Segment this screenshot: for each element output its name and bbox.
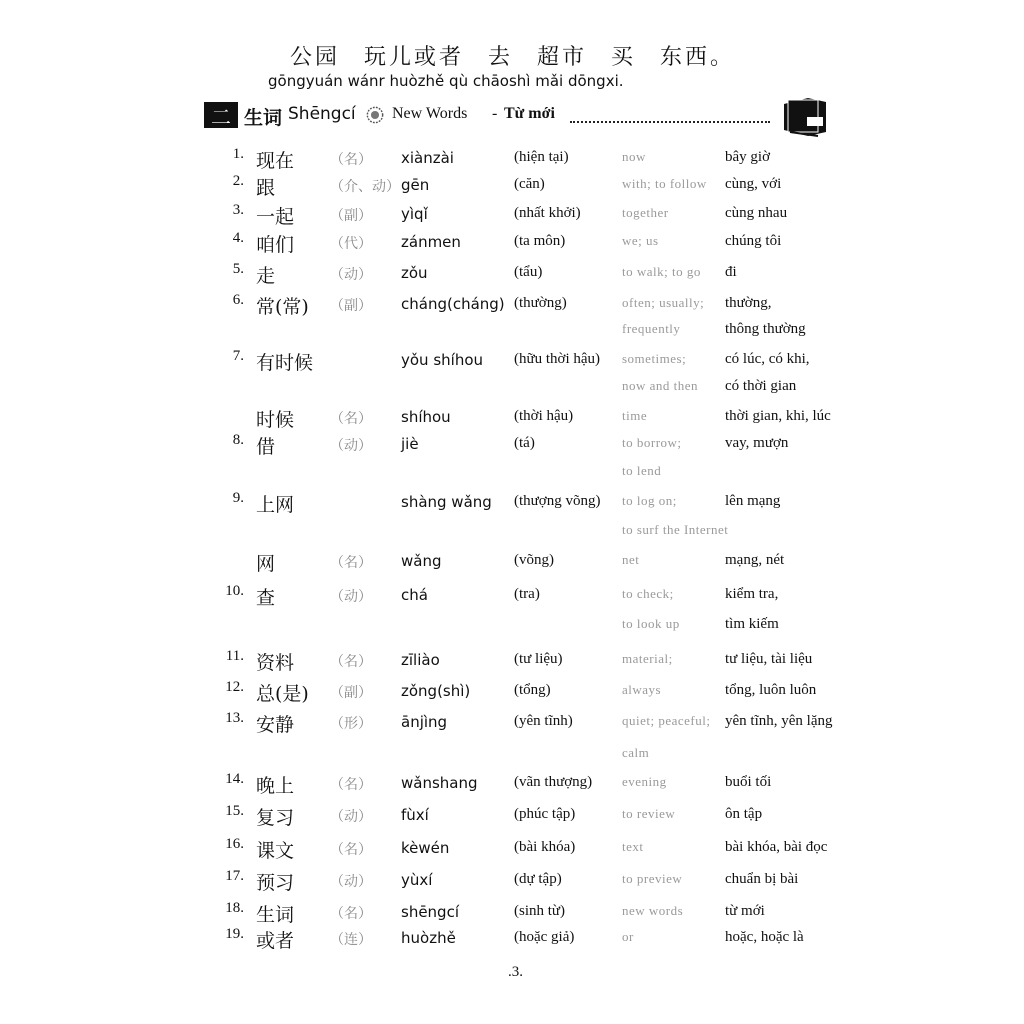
vocab-part-of-speech: （名）: [330, 777, 372, 793]
vocab-english: quiet; peaceful;: [622, 713, 711, 728]
vocab-english-continued: to lend: [622, 463, 662, 478]
vocab-row-continuation: [0, 613, 1024, 637]
vocab-sino-vietnamese: (vãn thượng): [514, 774, 593, 790]
vocab-part-of-speech: （名）: [330, 411, 372, 427]
vocab-part-of-speech: （名）: [330, 555, 372, 571]
vocab-characters: 生词: [256, 904, 295, 926]
vocab-row: [0, 230, 1024, 254]
vocab-vietnamese: từ mới: [725, 903, 765, 919]
vocab-pinyin: gēn: [401, 176, 430, 194]
vocab-vietnamese: cùng, với: [725, 176, 782, 192]
vocab-vietnamese: chuẩn bị bài: [725, 871, 799, 887]
vocab-row: [0, 348, 1024, 372]
vocab-english: to log on;: [622, 493, 677, 508]
vocab-english-continued: now and then: [622, 378, 699, 393]
vocab-part-of-speech: （名）: [330, 842, 372, 858]
vocab-sino-vietnamese: (phúc tập): [514, 806, 576, 822]
vocab-characters: 网: [256, 553, 276, 575]
vocab-english-continued: to look up: [622, 616, 680, 631]
vocab-part-of-speech: （副）: [330, 685, 372, 701]
vocab-pinyin: shēngcí: [401, 903, 459, 921]
vocab-english: always: [622, 682, 662, 697]
vocab-sino-vietnamese: (bài khóa): [514, 839, 576, 855]
vocab-number: 7.: [232, 348, 244, 364]
vocab-english-continued: calm: [622, 745, 650, 760]
vocab-pinyin: xiànzài: [401, 149, 454, 167]
vocab-pinyin: huòzhě: [401, 929, 456, 947]
vocab-part-of-speech: （副）: [330, 298, 372, 314]
vocab-characters: 课文: [256, 840, 295, 862]
vocab-vietnamese: chúng tôi: [725, 233, 782, 249]
vocab-characters: 借: [256, 436, 276, 458]
vocab-pinyin: zīliào: [401, 651, 440, 669]
vocab-characters: 现在: [256, 150, 295, 172]
section-number: 二: [204, 102, 238, 128]
vocab-english: now: [622, 149, 646, 164]
vocab-english: we; us: [622, 233, 659, 248]
vocab-row: [0, 202, 1024, 226]
vocab-pinyin: fùxí: [401, 806, 429, 824]
section-title-pinyin: Shēngcí: [288, 104, 356, 124]
vocab-row: [0, 710, 1024, 734]
vocab-characters: 查: [256, 587, 276, 609]
vocab-row: [0, 926, 1024, 950]
vocab-characters: 一起: [256, 206, 295, 228]
vocab-row-continuation: [0, 742, 1024, 766]
vocab-sino-vietnamese: (sinh từ): [514, 903, 566, 919]
vocab-pinyin: cháng(cháng): [401, 295, 505, 313]
vocab-row: [0, 868, 1024, 892]
vocab-number: 16.: [225, 836, 244, 852]
vocab-english: to preview: [622, 871, 683, 886]
section-title-english: New Words: [392, 105, 468, 122]
vocab-pinyin: wǎnshang: [401, 774, 478, 792]
vocab-vietnamese: tổng, luôn luôn: [725, 682, 817, 698]
vocab-vietnamese: thường,: [725, 295, 772, 311]
vocab-vietnamese-continued: có thời gian: [725, 378, 797, 394]
vocab-vietnamese: cùng nhau: [725, 205, 788, 221]
vocab-english: with; to follow: [622, 176, 707, 191]
vocab-number: 2.: [232, 173, 244, 189]
vocab-characters: 或者: [256, 930, 295, 952]
vocab-number: 13.: [225, 710, 244, 726]
vocab-number: 18.: [225, 900, 244, 916]
vocab-part-of-speech: （形）: [330, 716, 372, 732]
vocab-english: evening: [622, 774, 667, 789]
vocab-row: [0, 549, 1024, 573]
vocab-sino-vietnamese: (dự tập): [514, 871, 562, 887]
vocab-sino-vietnamese: (nhất khởi): [514, 205, 581, 221]
vocab-english: to walk; to go: [622, 264, 701, 279]
vocab-sino-vietnamese: (tư liệu): [514, 651, 563, 667]
vocab-part-of-speech: （名）: [330, 152, 372, 168]
vocab-row: [0, 405, 1024, 429]
vocab-vietnamese: vay, mượn: [725, 435, 789, 451]
vocab-sino-vietnamese: (thượng võng): [514, 493, 601, 509]
vocab-english: together: [622, 205, 669, 220]
vocab-english: net: [622, 552, 640, 567]
vocab-english: to check;: [622, 586, 674, 601]
vocab-number: 15.: [225, 803, 244, 819]
vocab-characters: 时候: [256, 409, 295, 431]
vocab-characters: 资料: [256, 652, 295, 674]
vocab-english: or: [622, 929, 634, 944]
vocab-vietnamese: hoặc, hoặc là: [725, 929, 804, 945]
page-number: .3.: [508, 964, 523, 980]
example-sentence-pinyin: gōngyuán wánr huòzhě qù chāoshì mǎi dōngxi.: [268, 72, 624, 90]
vocab-sino-vietnamese: (thường): [514, 295, 567, 311]
vocab-pinyin: wǎng: [401, 552, 442, 570]
vocab-characters: 晚上: [256, 775, 295, 797]
vocab-sino-vietnamese: (căn): [514, 176, 545, 192]
vocab-pinyin: zánmen: [401, 233, 461, 251]
vocab-characters: 有时候: [256, 352, 314, 374]
vocab-row: [0, 803, 1024, 827]
vocab-english: material;: [622, 651, 673, 666]
vocab-part-of-speech: （副）: [330, 208, 372, 224]
vocab-row: [0, 900, 1024, 924]
vocab-row: [0, 583, 1024, 607]
vocab-part-of-speech: （动）: [330, 267, 372, 283]
vocab-pinyin: kèwén: [401, 839, 450, 857]
vocab-row: [0, 292, 1024, 316]
vocab-characters: 预习: [256, 872, 295, 894]
vocab-vietnamese: mạng, nét: [725, 552, 785, 568]
vocab-number: 11.: [225, 648, 244, 664]
vocab-sino-vietnamese: (tra): [514, 586, 540, 602]
vocab-sino-vietnamese: (hoặc giả): [514, 929, 575, 945]
vocab-pinyin: yǒu shíhou: [401, 351, 484, 369]
vocab-row-continuation: [0, 375, 1024, 399]
vocab-row-continuation: [0, 318, 1024, 342]
vocab-number: 8.: [232, 432, 244, 448]
vocab-row: [0, 679, 1024, 703]
vocab-english-continued: to surf the Internet: [622, 522, 729, 537]
vocab-pinyin: zǒu: [401, 264, 428, 282]
vocab-number: 6.: [232, 292, 244, 308]
vocab-vietnamese: lên mạng: [725, 493, 781, 509]
vocab-row: [0, 146, 1024, 170]
vocab-vietnamese: thời gian, khi, lúc: [725, 408, 831, 424]
vocab-characters: 总(是): [256, 683, 309, 705]
vocab-sino-vietnamese: (hữu thời hậu): [514, 351, 601, 367]
vocab-number: 3.: [232, 202, 244, 218]
vocab-pinyin: chá: [401, 586, 428, 604]
vocab-row: [0, 490, 1024, 514]
vocab-english-continued: frequently: [622, 321, 681, 336]
vocab-english: to borrow;: [622, 435, 682, 450]
vocab-pinyin: yùxí: [401, 871, 433, 889]
vocab-pinyin: shíhou: [401, 408, 451, 426]
vocab-part-of-speech: （动）: [330, 809, 372, 825]
vocab-vietnamese: tư liệu, tài liệu: [725, 651, 813, 667]
vocab-sino-vietnamese: (ta môn): [514, 233, 566, 249]
vocab-pinyin: jiè: [401, 435, 419, 453]
vocab-english: often; usually;: [622, 295, 705, 310]
vocab-sino-vietnamese: (tẩu): [514, 264, 543, 280]
vocab-row: [0, 836, 1024, 860]
vocab-row: [0, 261, 1024, 285]
vocab-vietnamese: có lúc, có khi,: [725, 351, 810, 367]
vocab-number: 17.: [225, 868, 244, 884]
vocab-sino-vietnamese: (tổng): [514, 682, 551, 698]
vocab-vietnamese: yên tĩnh, yên lặng: [725, 713, 833, 729]
vocab-vietnamese: buổi tối: [725, 774, 772, 790]
vocab-pinyin: zǒng(shì): [401, 682, 471, 700]
vocab-sino-vietnamese: (thời hậu): [514, 408, 574, 424]
vocab-sino-vietnamese: (yên tĩnh): [514, 713, 573, 729]
vocab-row-continuation: [0, 460, 1024, 484]
vocab-english: time: [622, 408, 648, 423]
vocab-number: 5.: [232, 261, 244, 277]
vocab-vietnamese: bài khóa, bài đọc: [725, 839, 828, 855]
vocab-row-continuation: [0, 519, 1024, 543]
vocab-row: [0, 432, 1024, 456]
vocab-part-of-speech: （代）: [330, 236, 372, 252]
vocab-english: new words: [622, 903, 684, 918]
vocab-number: 19.: [225, 926, 244, 942]
section-title-chinese: 生词: [244, 107, 283, 129]
vocab-sino-vietnamese: (hiện tại): [514, 149, 569, 165]
vocab-row: [0, 173, 1024, 197]
vocab-part-of-speech: （名）: [330, 906, 372, 922]
vocab-vietnamese: ôn tập: [725, 806, 763, 822]
vocab-number: 12.: [225, 679, 244, 695]
vocab-characters: 走: [256, 265, 276, 287]
vocab-sino-vietnamese: (võng): [514, 552, 554, 568]
vocab-number: 4.: [232, 230, 244, 246]
vocab-characters: 安静: [256, 714, 295, 736]
vocab-number: 1.: [232, 146, 244, 162]
vocab-vietnamese: kiểm tra,: [725, 586, 779, 602]
vocab-characters: 上网: [256, 494, 295, 516]
vocab-part-of-speech: （介、动）: [330, 179, 400, 195]
vocab-part-of-speech: （动）: [330, 589, 372, 605]
vocab-characters: 咱们: [256, 234, 295, 256]
vocab-pinyin: shàng wǎng: [401, 493, 492, 511]
vocab-english: text: [622, 839, 644, 854]
vocab-row: [0, 771, 1024, 795]
vocab-vietnamese-continued: tìm kiếm: [725, 616, 779, 632]
vocab-characters: 常(常): [256, 296, 309, 318]
section-title-separator: -: [492, 105, 498, 122]
vocab-part-of-speech: （连）: [330, 932, 372, 948]
vocab-vietnamese-continued: thông thường: [725, 321, 806, 337]
vocab-pinyin: yìqǐ: [401, 205, 428, 223]
vocab-vietnamese: bây giờ: [725, 149, 771, 165]
vocab-number: 9.: [232, 490, 244, 506]
vocab-part-of-speech: （名）: [330, 654, 372, 670]
vocab-number: 14.: [225, 771, 244, 787]
vocab-part-of-speech: （动）: [330, 438, 372, 454]
vocab-number: 10.: [225, 583, 244, 599]
section-title-vietnamese: Từ mới: [504, 105, 555, 122]
vocab-characters: 跟: [256, 177, 276, 199]
vocab-sino-vietnamese: (tá): [514, 435, 535, 451]
vocab-vietnamese: đi: [725, 264, 737, 280]
vocab-pinyin: ānjìng: [401, 713, 448, 731]
vocab-english: to review: [622, 806, 676, 821]
vocab-row: [0, 648, 1024, 672]
example-sentence: 公园 玩儿或者 去 超市 买 东西。: [290, 45, 735, 70]
vocab-english: sometimes;: [622, 351, 687, 366]
vocab-part-of-speech: （动）: [330, 874, 372, 890]
vocab-characters: 复习: [256, 807, 295, 829]
